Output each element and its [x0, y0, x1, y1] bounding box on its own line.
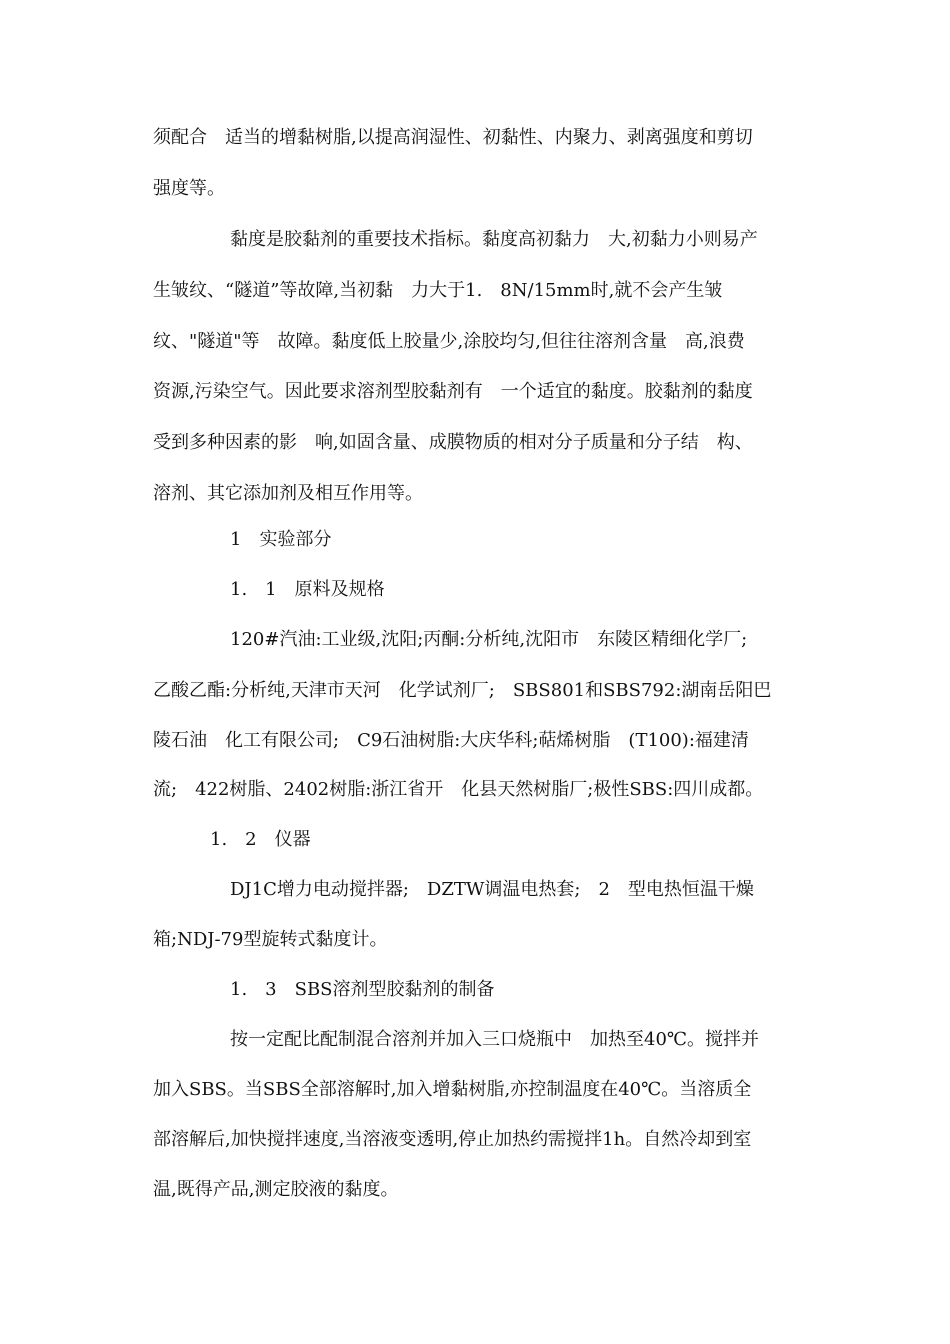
text-line: 部溶解后,加快搅拌速度,当溶液变透明,停止加热约需搅拌1h。自然冷却到室: [153, 1129, 752, 1150]
text-line: 陵石油 化工有限公司; C9石油树脂:大庆华科;萜烯树脂 (T100):福建清: [153, 730, 749, 751]
section-heading: 1 实验部分: [230, 529, 332, 550]
text-line: 流; 422树脂、2402树脂:浙江省开 化县天然树脂厂;极性SBS:四川成都。: [153, 779, 764, 800]
subsection-heading: 1. 2 仪器: [210, 829, 311, 850]
text-line: 120#汽油:工业级,沈阳;丙酮:分析纯,沈阳市 东陵区精细化学厂;: [230, 629, 748, 650]
text-line: 受到多种因素的影 响,如固含量、成膜物质的相对分子质量和分子结 构、: [153, 432, 753, 453]
text-line: 黏度是胶黏剂的重要技术指标。黏度高初黏力 大,初黏力小则易产: [230, 229, 758, 250]
text-line: 生皱纹、“隧道”等故障,当初黏 力大于1. 8N/15mm时,就不会产生皱: [153, 280, 723, 301]
subsection-heading: 1. 1 原料及规格: [230, 579, 385, 600]
text-line: 箱;NDJ-79型旋转式黏度计。: [153, 929, 388, 950]
text-line: DJ1C增力电动搅拌器; DZTW调温电热套; 2 型电热恒温干燥: [230, 879, 754, 900]
text-line: 须配合 适当的增黏树脂,以提高润湿性、初黏性、内聚力、剥离强度和剪切: [153, 127, 753, 148]
text-line: 按一定配比配制混合溶剂并加入三口烧瓶中 加热至40℃。搅拌并: [230, 1029, 760, 1050]
text-line: 纹、"隧道"等 故障。黏度低上胶量少,涂胶均匀,但往往溶剂含量 高,浪费: [153, 331, 745, 352]
subsection-heading: 1. 3 SBS溶剂型胶黏剂的制备: [230, 979, 495, 1000]
text-line: 加入SBS。当SBS全部溶解时,加入增黏树脂,亦控制温度在40℃。当溶质全: [153, 1079, 752, 1100]
text-line: 乙酸乙酯:分析纯,天津市天河 化学试剂厂; SBS801和SBS792:湖南岳阳巴: [153, 680, 772, 701]
text-line: 溶剂、其它添加剂及相互作用等。: [153, 483, 423, 504]
text-line: 资源,污染空气。因此要求溶剂型胶黏剂有 一个适宜的黏度。胶黏剂的黏度: [153, 381, 753, 402]
text-line: 强度等。: [153, 178, 225, 199]
text-line: 温,既得产品,测定胶液的黏度。: [153, 1179, 399, 1200]
